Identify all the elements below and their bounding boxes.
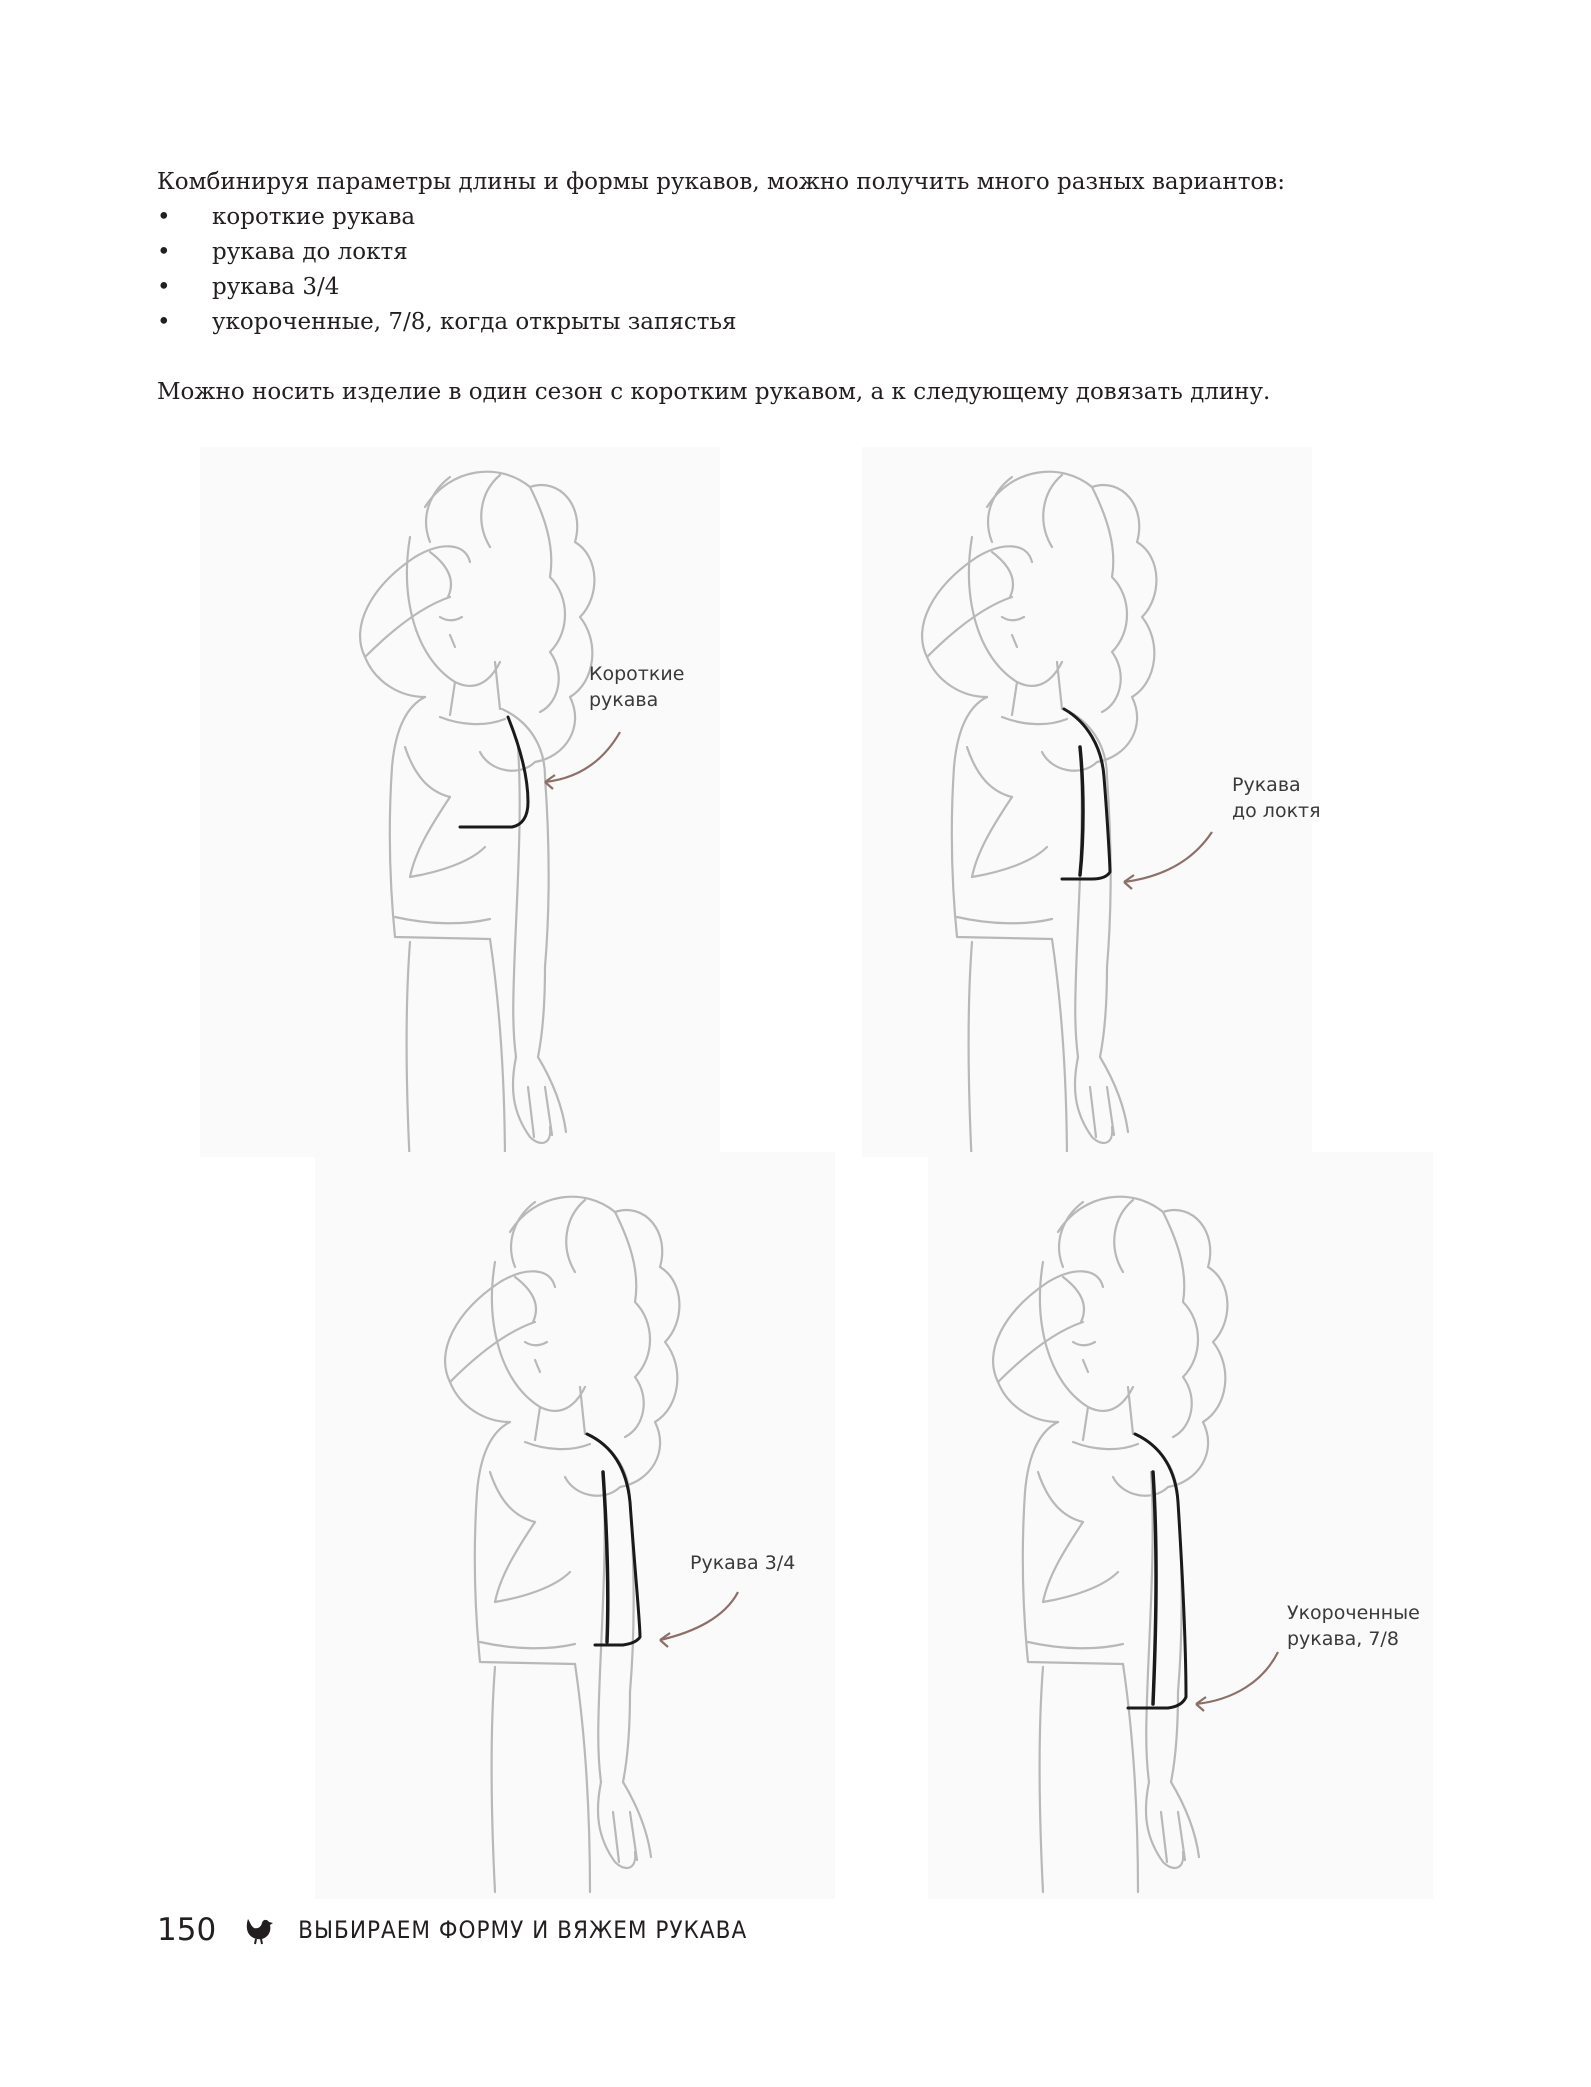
page-number: 150 [157, 1912, 217, 1948]
intro-text [157, 165, 1437, 410]
sleeve-length-list [157, 200, 1437, 340]
arrow-icon [1196, 1652, 1278, 1704]
figure-drawing [928, 1152, 1433, 1899]
list-item: • укороченные, 7/8, когда открыты запястья [157, 309, 737, 335]
illustration-three-quarter-sleeve [315, 1152, 835, 1899]
hen-icon [242, 1913, 276, 1947]
arrow-icon [1124, 832, 1212, 882]
list-item: • короткие рукава [157, 204, 416, 230]
callout-three-quarter-sleeve: Рукава 3/4 [690, 1552, 796, 1574]
illustration-short-sleeve [200, 447, 720, 1157]
list-item: • рукава до локтя [157, 239, 408, 265]
list-item: • рукава 3/4 [157, 274, 340, 300]
callout-seven-eighths-sleeve: Укороченные рукава, 7/8 [1287, 1602, 1420, 1650]
callout-elbow-sleeve: Рукава до локтя [1232, 774, 1321, 822]
page-footer [157, 1905, 747, 1955]
arrow-icon [545, 732, 620, 782]
arrow-icon [660, 1592, 738, 1640]
figure-drawing [315, 1152, 835, 1899]
intro-lead: Комбинируя параметры длины и формы рукавов, можно получить много разных вариантов: [157, 169, 1285, 195]
figure-drawing [200, 447, 720, 1157]
callout-short-sleeve: Короткие рукава [589, 663, 685, 711]
illustration-seven-eighths-sleeve [928, 1152, 1433, 1899]
intro-note: Можно носить изделие в один сезон с коротким рукавом, а к следующему довязать длину. [157, 379, 1271, 405]
running-title: ВЫБИРАЕМ ФОРМУ И ВЯЖЕМ РУКАВА [298, 1916, 748, 1944]
